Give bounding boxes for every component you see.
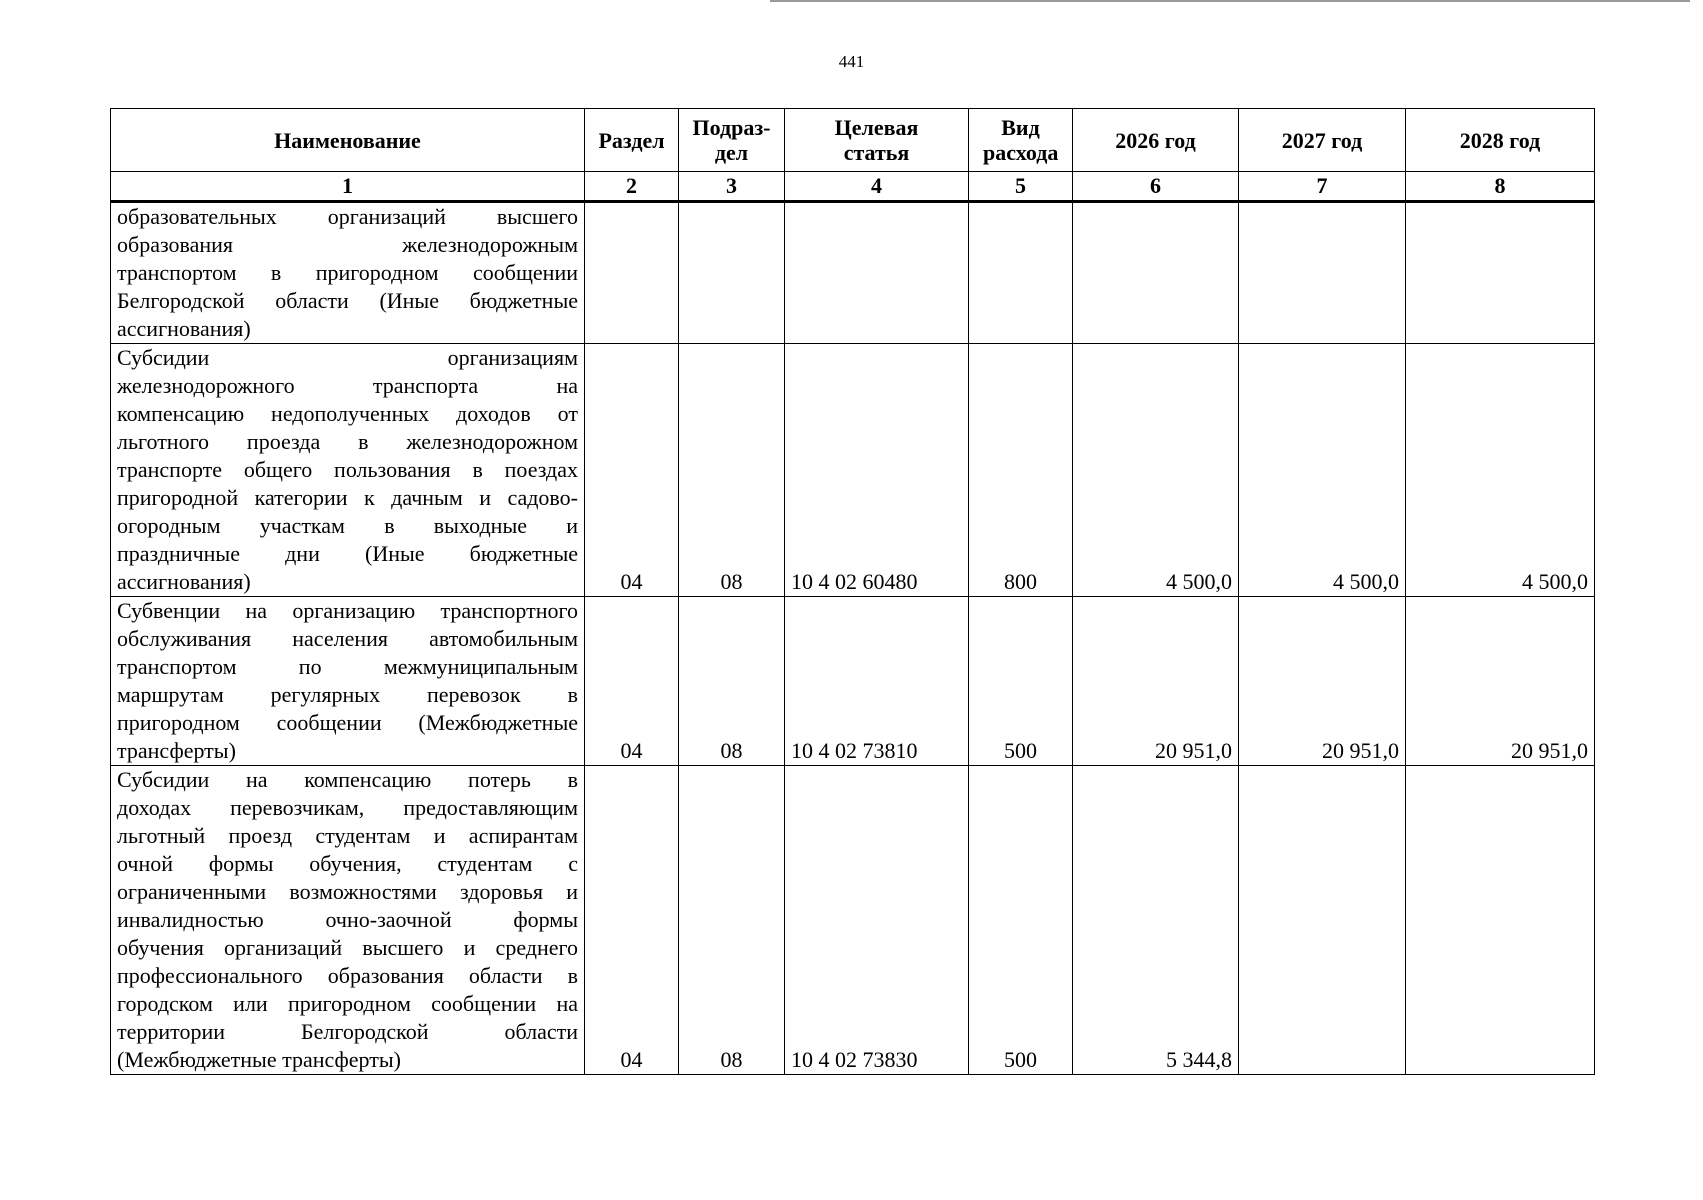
razdel-cell <box>585 202 679 344</box>
amount-2027-cell <box>1239 766 1406 1075</box>
statya-cell: 10 4 02 73810 <box>785 597 969 766</box>
name-line-last: ассигнования) <box>117 316 251 341</box>
name-line: пригородном сообщении (Межбюджетные <box>117 710 578 735</box>
razdel-cell: 04 <box>585 597 679 766</box>
vid-cell: 500 <box>969 597 1073 766</box>
header-row <box>111 109 1595 172</box>
name-line: обучения организаций высшего и среднего <box>117 935 578 960</box>
statya-cell: 10 4 02 73830 <box>785 766 969 1075</box>
name-line-last: (Межбюджетные трансферты) <box>117 1047 401 1072</box>
col-num-6: 6 <box>1073 172 1239 202</box>
name-line: компенсацию недополученных доходов от <box>117 401 578 426</box>
name-line: территории Белгородской области <box>117 1019 578 1044</box>
vid-cell <box>969 202 1073 344</box>
amount-2028-cell <box>1406 766 1595 1075</box>
col-header-podrazdel: Подраз-дел <box>679 109 785 172</box>
name-line: Субсидии на компенсацию потерь в <box>117 767 578 792</box>
name-line: транспорте общего пользования в поездах <box>117 457 578 482</box>
row-name-cell <box>111 766 585 1075</box>
amount-2028-cell: 4 500,0 <box>1406 344 1595 597</box>
col-num-3: 3 <box>679 172 785 202</box>
budget-table <box>110 108 1595 1075</box>
name-line: льготный проезд студентам и аспирантам <box>117 823 578 848</box>
amount-2027-cell <box>1239 202 1406 344</box>
statya-cell <box>785 202 969 344</box>
name-line: доходах перевозчикам, предоставляющим <box>117 795 578 820</box>
name-line: ограниченными возможностями здоровья и <box>117 879 578 904</box>
col-header-razdel: Раздел <box>585 109 679 172</box>
name-line-last: трансферты) <box>117 738 236 763</box>
amount-2026-cell: 5 344,8 <box>1073 766 1239 1075</box>
name-line: пригородной категории к дачным и садово- <box>117 485 578 510</box>
name-line: обслуживания населения автомобильным <box>117 626 578 651</box>
amount-2026-cell: 4 500,0 <box>1073 344 1239 597</box>
name-line: инвалидностью очно-заочной формы <box>117 907 578 932</box>
scan-top-line <box>770 0 1690 2</box>
name-line-last: ассигнования) <box>117 569 251 594</box>
name-line: очной формы обучения, студентам с <box>117 851 578 876</box>
col-header-name: Наименование <box>111 109 585 172</box>
podrazdel-cell: 08 <box>679 344 785 597</box>
name-line: транспортом по межмуниципальным <box>117 654 578 679</box>
name-line: городском или пригородном сообщении на <box>117 991 578 1016</box>
row-name-cell <box>111 344 585 597</box>
name-line: транспортом в пригородном сообщении <box>117 260 578 285</box>
name-line: Субсидии организациям <box>117 345 578 370</box>
col-header-statya: Целевая статья <box>785 109 969 172</box>
col-num-7: 7 <box>1239 172 1406 202</box>
col-num-2: 2 <box>585 172 679 202</box>
col-num-4: 4 <box>785 172 969 202</box>
name-line: железнодорожного транспорта на <box>117 373 578 398</box>
column-number-row <box>111 172 1595 202</box>
row-name-cell <box>111 202 585 344</box>
name-line: Белгородской области (Иные бюджетные <box>117 288 578 313</box>
table-row <box>111 597 1595 766</box>
amount-2028-cell: 20 951,0 <box>1406 597 1595 766</box>
table-row <box>111 766 1595 1075</box>
amount-2028-cell <box>1406 202 1595 344</box>
razdel-cell: 04 <box>585 766 679 1075</box>
vid-cell: 500 <box>969 766 1073 1075</box>
col-num-8: 8 <box>1406 172 1595 202</box>
amount-2026-cell <box>1073 202 1239 344</box>
col-num-1: 1 <box>111 172 585 202</box>
amount-2027-cell: 20 951,0 <box>1239 597 1406 766</box>
statya-cell: 10 4 02 60480 <box>785 344 969 597</box>
name-line: образования железнодорожным <box>117 232 578 257</box>
table-body <box>111 202 1595 1075</box>
name-line: профессионального образования области в <box>117 963 578 988</box>
name-line: праздничные дни (Иные бюджетные <box>117 541 578 566</box>
name-line: льготного проезда в железнодорожном <box>117 429 578 454</box>
podrazdel-cell <box>679 202 785 344</box>
name-line: маршрутам регулярных перевозок в <box>117 682 578 707</box>
name-line: Субвенции на организацию транспортного <box>117 598 578 623</box>
row-name-cell <box>111 597 585 766</box>
amount-2027-cell: 4 500,0 <box>1239 344 1406 597</box>
col-num-5: 5 <box>969 172 1073 202</box>
col-header-2026: 2026 год <box>1073 109 1239 172</box>
name-line: образовательных организаций высшего <box>117 204 578 229</box>
name-line: огородным участкам в выходные и <box>117 513 578 538</box>
vid-cell: 800 <box>969 344 1073 597</box>
col-header-vid: Вид расхода <box>969 109 1073 172</box>
amount-2026-cell: 20 951,0 <box>1073 597 1239 766</box>
table-row <box>111 344 1595 597</box>
podrazdel-cell: 08 <box>679 766 785 1075</box>
razdel-cell: 04 <box>585 344 679 597</box>
table-row <box>111 202 1595 344</box>
col-header-2027: 2027 год <box>1239 109 1406 172</box>
page-number: 441 <box>838 52 865 71</box>
col-header-2028: 2028 год <box>1406 109 1595 172</box>
podrazdel-cell: 08 <box>679 597 785 766</box>
